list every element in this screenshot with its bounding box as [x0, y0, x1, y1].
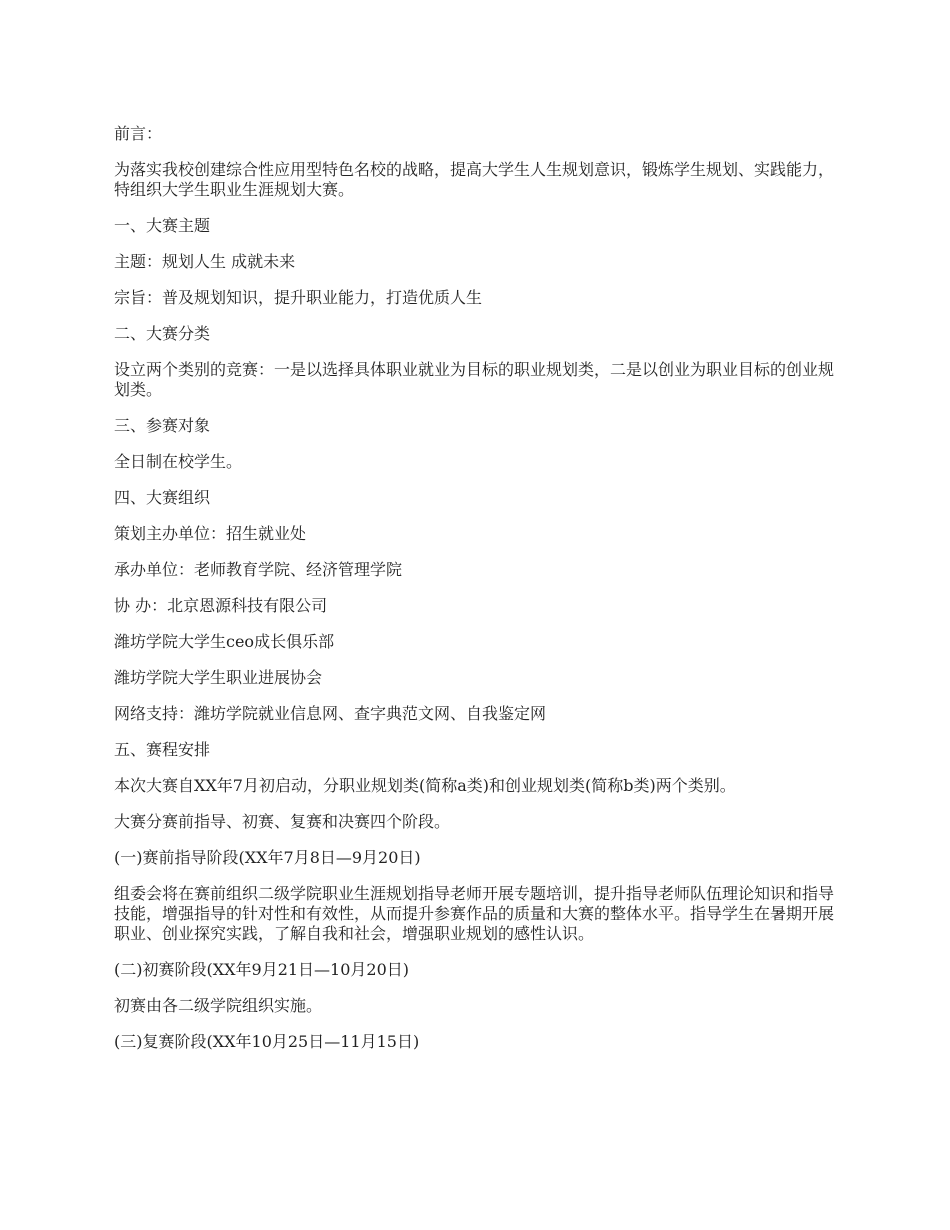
- host-line: 承办单位：老师教育学院、经济管理学院: [114, 560, 403, 579]
- stage-two-heading: (二)初赛阶段(XX年9月21日—10月20日): [114, 960, 410, 979]
- purpose-line: 宗旨：普及规划知识，提升职业能力，打造优质人生: [114, 288, 483, 307]
- section-heading-categories: 二、大赛分类: [114, 324, 211, 343]
- co-organizer-line: 协 办：北京恩源科技有限公司: [114, 596, 328, 615]
- preface-heading: 前言：: [114, 124, 163, 143]
- stage-three-heading: (三)复赛阶段(XX年10月25日—11月15日): [114, 1032, 420, 1051]
- network-support-line: 网络支持：潍坊学院就业信息网、查字典范文网、自我鉴定网: [114, 704, 547, 723]
- stages-line: 大赛分赛前指导、初赛、复赛和决赛四个阶段。: [114, 812, 451, 831]
- organizer-line: 策划主办单位：招生就业处: [114, 524, 307, 543]
- participants-line: 全日制在校学生。: [114, 452, 243, 471]
- document-body: [114, 124, 842, 1068]
- categories-paragraph: 设立两个类别的竞赛：一是以选择具体职业就业为目标的职业规划类，二是以创业为职业目标的创业规划类。: [114, 360, 835, 399]
- stage-two-line: 初赛由各二级学院组织实施。: [114, 996, 323, 1015]
- co-organizer-association-line: 潍坊学院大学生职业进展协会: [114, 668, 323, 687]
- theme-line: 主题：规划人生 成就未来: [114, 252, 296, 271]
- preface-paragraph: 为落实我校创建综合性应用型特色名校的战略，提高大学生人生规划意识，锻炼学生规划、实践能力，特组织大学生职业生涯规划大赛。: [114, 160, 835, 199]
- section-heading-theme: 一、大赛主题: [114, 216, 211, 235]
- section-heading-schedule: 五、赛程安排: [114, 740, 211, 759]
- schedule-intro-paragraph: 本次大赛自XX年7月初启动，分职业规划类(简称a类)和创业规划类(简称b类)两个类别。: [114, 776, 736, 795]
- section-heading-participants: 三、参赛对象: [114, 416, 211, 435]
- stage-one-paragraph: 组委会将在赛前组织二级学院职业生涯规划指导老师开展专题培训，提升指导老师队伍理论知识和指导技能，增强指导的针对性和有效性，从而提升参赛作品的质量和大赛的整体水平。指导学生在暑期开展职业、创业探究实践，了解自我和社会，增强职业规划的感性认识。: [114, 884, 835, 943]
- section-heading-organization: 四、大赛组织: [114, 488, 211, 507]
- stage-one-heading: (一)赛前指导阶段(XX年7月8日—9月20日): [114, 848, 421, 867]
- co-organizer-club-line: 潍坊学院大学生ceo成长俱乐部: [114, 632, 335, 651]
